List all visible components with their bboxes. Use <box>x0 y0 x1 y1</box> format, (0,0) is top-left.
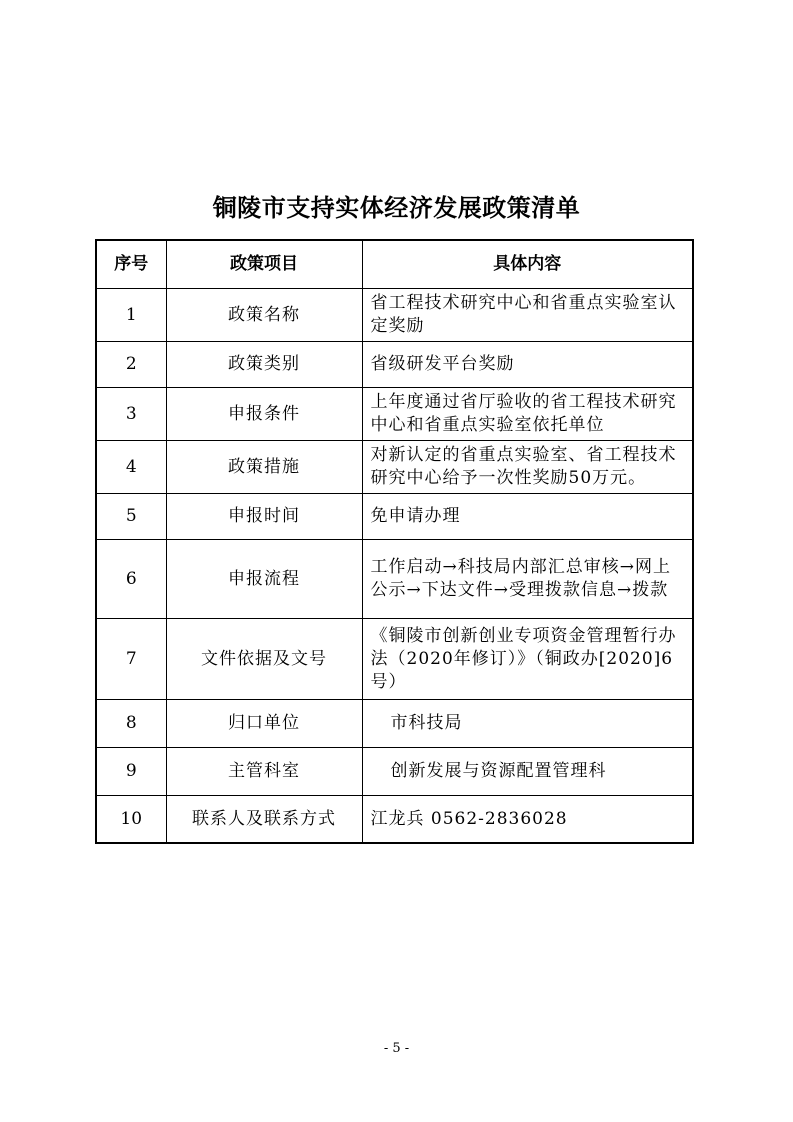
table-row <box>96 289 693 342</box>
row-item: 联系人及联系方式 <box>166 796 362 844</box>
table-row <box>96 540 693 619</box>
row-no: 2 <box>96 342 166 388</box>
row-item: 归口单位 <box>166 700 362 748</box>
row-content: 江龙兵 0562-2836028 <box>362 796 693 844</box>
row-no: 1 <box>96 289 166 342</box>
row-no: 5 <box>96 494 166 540</box>
row-item: 申报流程 <box>166 540 362 619</box>
document-title: 铜陵市支持实体经济发展政策清单 <box>212 194 581 222</box>
row-no: 10 <box>96 796 166 844</box>
policy-table <box>95 239 694 844</box>
row-no: 3 <box>96 388 166 441</box>
row-item: 政策类别 <box>166 342 362 388</box>
header-content: 具体内容 <box>362 240 693 289</box>
row-item: 文件依据及文号 <box>166 619 362 700</box>
table-row <box>96 796 693 844</box>
row-no: 6 <box>96 540 166 619</box>
table-row <box>96 441 693 494</box>
table-row <box>96 342 693 388</box>
table-row <box>96 700 693 748</box>
row-item: 申报时间 <box>166 494 362 540</box>
table-row <box>96 494 693 540</box>
row-item: 申报条件 <box>166 388 362 441</box>
row-item: 主管科室 <box>166 748 362 796</box>
row-content: 市科技局 <box>362 700 693 748</box>
table-row <box>96 748 693 796</box>
row-content: 上年度通过省厅验收的省工程技术研究中心和省重点实验室依托单位 <box>362 388 693 441</box>
row-content: 《铜陵市创新创业专项资金管理暂行办法（2020年修订）》（铜政办[2020]6号） <box>362 619 693 700</box>
row-content: 省级研发平台奖励 <box>362 342 693 388</box>
row-no: 4 <box>96 441 166 494</box>
row-content: 省工程技术研究中心和省重点实验室认定奖励 <box>362 289 693 342</box>
row-content: 免申请办理 <box>362 494 693 540</box>
row-no: 8 <box>96 700 166 748</box>
table-row <box>96 619 693 700</box>
row-content: 工作启动→科技局内部汇总审核→网上公示→下达文件→受理拨款信息→拨款 <box>362 540 693 619</box>
header-item: 政策项目 <box>166 240 362 289</box>
table-row <box>96 388 693 441</box>
row-content: 创新发展与资源配置管理科 <box>362 748 693 796</box>
row-item: 政策措施 <box>166 441 362 494</box>
row-no: 7 <box>96 619 166 700</box>
table-header-row <box>96 240 693 289</box>
row-no: 9 <box>96 748 166 796</box>
header-no: 序号 <box>96 240 166 289</box>
row-item: 政策名称 <box>166 289 362 342</box>
page-number: - 5 - <box>383 1041 410 1056</box>
row-content: 对新认定的省重点实验室、省工程技术研究中心给予一次性奖励50万元。 <box>362 441 693 494</box>
